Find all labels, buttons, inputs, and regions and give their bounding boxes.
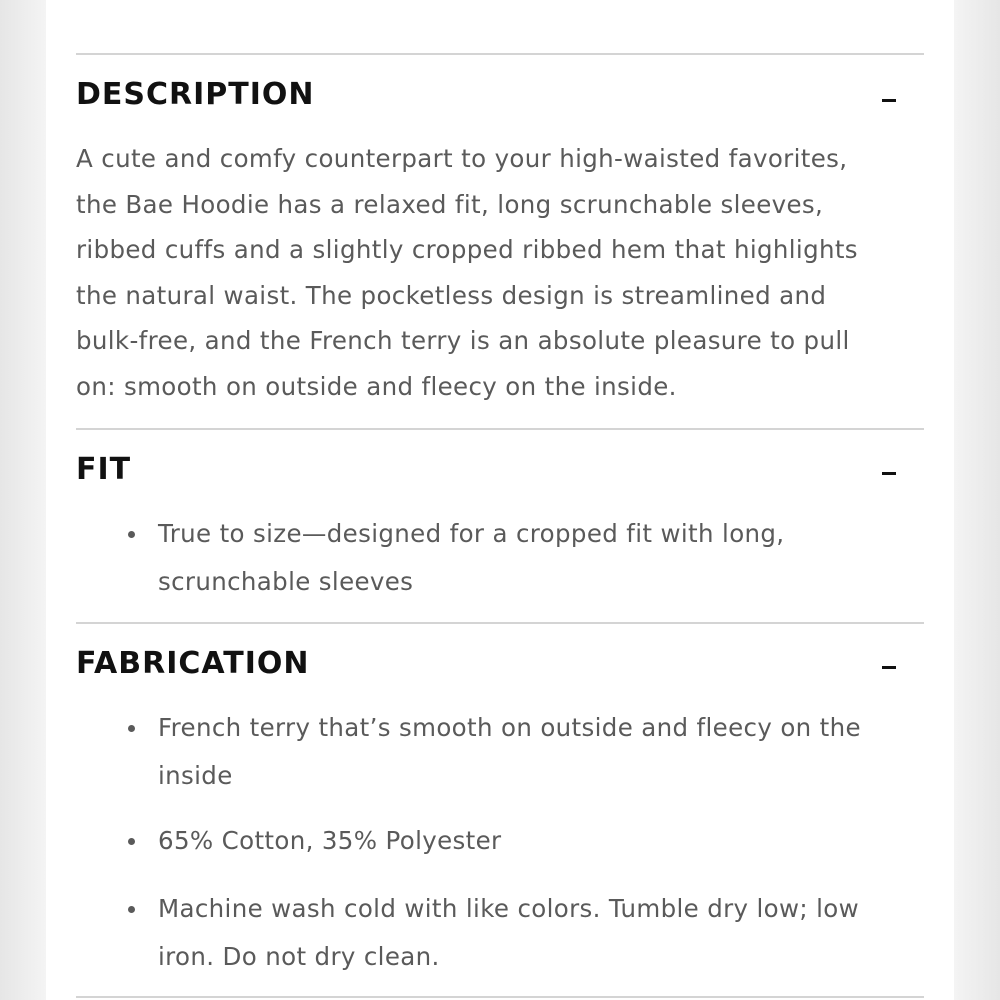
fabrication-heading[interactable]: FABRICATION bbox=[76, 646, 310, 681]
divider bbox=[76, 428, 924, 430]
bullet-icon bbox=[128, 531, 135, 538]
fit-heading[interactable]: FIT bbox=[76, 452, 132, 487]
fit-collapse-icon[interactable] bbox=[882, 472, 896, 475]
page-right-shadow bbox=[954, 0, 1000, 1000]
description-collapse-icon[interactable] bbox=[882, 99, 896, 102]
description-text bbox=[76, 136, 936, 410]
description-line: on: smooth on outside and fleecy on the inside. bbox=[76, 371, 677, 401]
list-item: French terry that’s smooth on outside and fleecy on the inside bbox=[76, 704, 924, 800]
list-item: True to size—designed for a cropped fit with long, scrunchable sleeves bbox=[76, 510, 924, 606]
divider bbox=[76, 622, 924, 624]
page-left-shadow bbox=[0, 0, 46, 1000]
list-item: 65% Cotton, 35% Polyester bbox=[76, 817, 924, 865]
fabrication-collapse-icon[interactable] bbox=[882, 666, 896, 669]
description-line: A cute and comfy counterpart to your high-waisted favorites, bbox=[76, 144, 848, 173]
list-item: Machine wash cold with like colors. Tumble dry low; low iron. Do not dry clean. bbox=[76, 885, 924, 981]
description-line: bulk-free, and the French terry is an absolute pleasure to pull bbox=[76, 326, 850, 356]
description-line: the Bae Hoodie has a relaxed fit, long scrunchable sleeves, bbox=[76, 189, 824, 219]
divider bbox=[76, 996, 924, 998]
description-heading[interactable]: DESCRIPTION bbox=[76, 77, 315, 112]
divider bbox=[76, 53, 924, 55]
bullet-icon bbox=[128, 906, 135, 913]
description-line: ribbed cuffs and a slightly cropped ribbed hem that highlights bbox=[76, 235, 858, 265]
bullet-icon bbox=[128, 838, 135, 845]
bullet-icon bbox=[128, 725, 135, 732]
description-line: the natural waist. The pocketless design is streamlined and bbox=[76, 280, 827, 310]
product-details-panel bbox=[46, 0, 954, 1000]
